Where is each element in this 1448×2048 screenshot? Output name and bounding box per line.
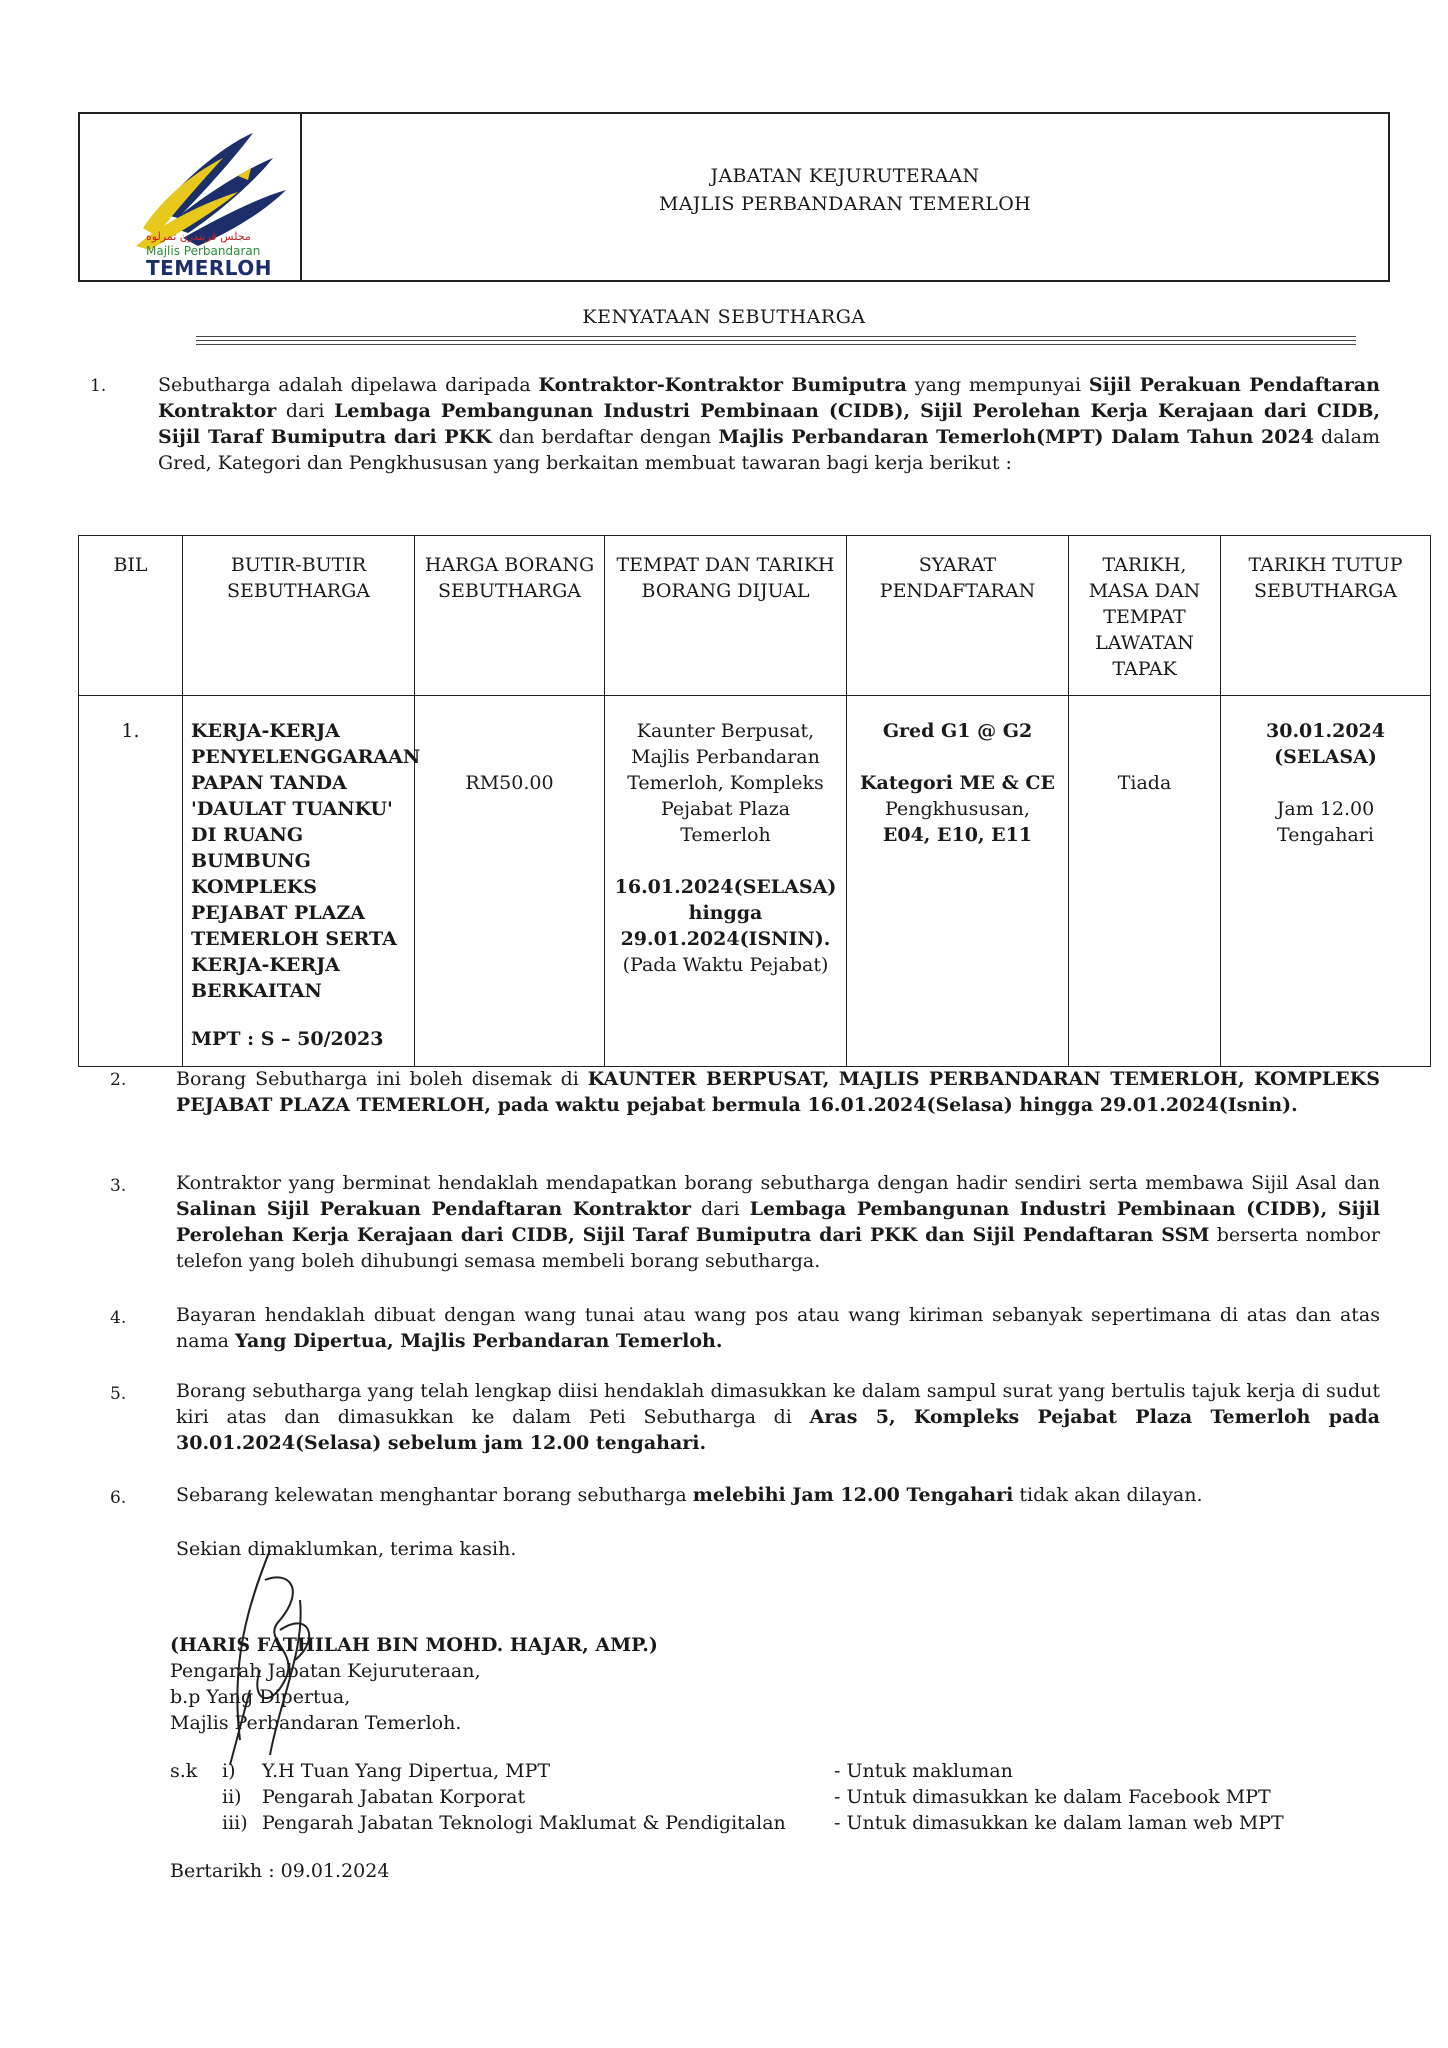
para-4-number: 4. xyxy=(110,1308,127,1328)
work-title: KERJA-KERJA PENYELENGGARAAN PAPAN TANDA 'DAULAT TUANKU' DI RUANG BUMBUNG KOMPLEKS PEJABAT PLAZA TEMERLOH SERTA KERJA-KERJA BERKAITAN xyxy=(191,720,421,1002)
para-3-number: 3. xyxy=(110,1176,127,1196)
para-1-bold-b: Sijil Perakuan Pendaftaran Kontraktor xyxy=(158,374,1380,422)
para-2-bold: KAUNTER BERPUSAT, MAJLIS PERBANDARAN TEMERLOH, KOMPLEKS PEJABAT PLAZA TEMERLOH, pada waktu pejabat bermula 16.01.2024(Selasa) hingga 29.01.2024(Isnin). xyxy=(176,1068,1381,1116)
closing-period: Tengahari xyxy=(1277,824,1374,846)
department-heading xyxy=(302,162,1388,218)
para-4-bold: Yang Dipertua, Majlis Perbandaran Temerloh. xyxy=(234,1330,723,1352)
para-5-number: 5. xyxy=(110,1384,127,1404)
letterhead-box xyxy=(78,112,1390,282)
council-logo xyxy=(88,118,293,278)
form-price: RM50.00 xyxy=(465,772,554,794)
site-visit: Tiada xyxy=(1117,772,1172,794)
signatory-title: Pengarah Jabatan Kejuruteraan, xyxy=(170,1660,481,1682)
specialisation-codes: E04, E10, E11 xyxy=(882,824,1033,846)
cell-butir xyxy=(183,696,421,1067)
category-requirement: Kategori ME & CE xyxy=(860,772,1055,794)
para-4 xyxy=(176,1302,1380,1354)
tender-table xyxy=(78,535,1431,1067)
header-tempat: TEMPAT DAN TARIKH BORANG DIJUAL xyxy=(605,536,847,696)
para-1-text-d: dan berdaftar dengan xyxy=(491,426,719,448)
title-rule-1 xyxy=(196,336,1356,337)
grade-requirement: Gred G1 @ G2 xyxy=(882,720,1033,742)
specialisation-label: Pengkhususan, xyxy=(885,798,1030,820)
para-3-bold-a: Salinan Sijil Perakuan Pendaftaran Kontraktor xyxy=(176,1198,692,1220)
para-2-text: Borang Sebutharga ini boleh disemak di xyxy=(176,1068,588,1090)
title-rule-3 xyxy=(196,344,1356,345)
header-tutup: TARIKH TUTUP SEBUTHARGA xyxy=(1221,536,1431,696)
para-1 xyxy=(158,372,1380,476)
para-3-text-b: dari xyxy=(691,1198,750,1220)
para-1-number: 1. xyxy=(90,376,107,396)
cc-item-1-recipient: Y.H Tuan Yang Dipertua, MPT xyxy=(262,1760,551,1782)
sale-date-hingga: hingga xyxy=(688,902,763,924)
para-1-bold-d: Majlis Perbandaran Temerloh(MPT) Dalam Tahun 2024 xyxy=(718,426,1314,448)
cc-notes xyxy=(834,1758,1284,1836)
para-5 xyxy=(176,1378,1380,1456)
cc-item-1 xyxy=(222,1758,786,1784)
cc-item-3 xyxy=(222,1810,786,1836)
cell-tutup xyxy=(1221,696,1431,1067)
cc-item-1-note: - Untuk makluman xyxy=(834,1760,1013,1782)
signatory-block xyxy=(170,1632,658,1736)
cc-item-3-number: iii) xyxy=(222,1812,248,1834)
signatory-council: Majlis Perbandaran Temerloh. xyxy=(170,1712,462,1734)
table-header-row xyxy=(79,536,1431,696)
para-3-bold-b: Lembaga Pembangunan Industri Pembinaan (CIDB), Sijil Perolehan Kerja Kerajaan dari CIDB, Sijil Taraf Bumiputra dari PKK dan Sijil Pendaftaran SSM xyxy=(176,1198,1380,1246)
cc-item-2-number: ii) xyxy=(222,1786,242,1808)
header-harga: HARGA BORANG SEBUTHARGA xyxy=(415,536,605,696)
cell-harga xyxy=(415,696,605,1067)
closing-date: 30.01.2024 xyxy=(1266,720,1385,742)
sale-date-from: 16.01.2024(SELASA) xyxy=(614,876,837,898)
cell-bil: 1. xyxy=(79,696,183,1067)
cc-item-1-number: i) xyxy=(222,1760,236,1782)
closing-time: Jam 12.00 xyxy=(1276,798,1375,820)
para-5-text: Borang sebutharga yang telah lengkap diisi hendaklah dimasukkan ke dalam sampul surat yang bertulis tajuk kerja di sudut kiri atas dan dimasukkan ke dalam Peti Sebutharga di xyxy=(176,1380,1380,1428)
cc-item-2 xyxy=(222,1784,786,1810)
para-3 xyxy=(176,1170,1380,1274)
para-2-number: 2. xyxy=(110,1070,127,1090)
logo-text-line1: Majlis Perbandaran xyxy=(146,244,261,258)
cell-syarat xyxy=(847,696,1069,1067)
para-6-number: 6. xyxy=(110,1488,127,1508)
para-4-text: Bayaran hendaklah dibuat dengan wang tunai atau wang pos atau wang kiriman sebanyak sepertimana di atas dan atas nama xyxy=(176,1304,1380,1352)
closing-remark: Sekian dimaklumkan, terima kasih. xyxy=(176,1538,517,1560)
para-3-text-c: berserta nombor telefon yang boleh dihubungi semasa membeli borang sebutharga. xyxy=(176,1224,1380,1272)
para-6-bold: melebihi Jam 12.00 Tengahari xyxy=(692,1484,1014,1506)
document-date: Bertarikh : 09.01.2024 xyxy=(170,1860,390,1882)
logo-jawi-text: مجلس ڤربندرن تمرلوه xyxy=(146,230,251,243)
para-5-bold: Aras 5, Kompleks Pejabat Plaza Temerloh pada 30.01.2024(Selasa) sebelum jam 12.00 tengahari. xyxy=(176,1406,1380,1454)
work-reference: MPT : S – 50/2023 xyxy=(191,1028,384,1050)
signatory-on-behalf: b.p Yang Dipertua, xyxy=(170,1686,351,1708)
para-1-text-b: yang mempunyai xyxy=(906,374,1089,396)
council-name: MAJLIS PERBANDARAN TEMERLOH xyxy=(659,193,1031,215)
table-row xyxy=(79,696,1431,1067)
para-1-bold-c: Lembaga Pembangunan Industri Pembinaan (CIDB), Sijil Perolehan Kerja Kerajaan dari CIDB, Sijil Taraf Bumiputra dari PKK xyxy=(158,400,1380,448)
cell-lawatan xyxy=(1069,696,1221,1067)
cc-label: s.k xyxy=(170,1760,198,1782)
header-syarat: SYARAT PENDAFTARAN xyxy=(847,536,1069,696)
para-3-text-a: Kontraktor yang berminat hendaklah mendapatkan borang sebutharga dengan hadir sendiri serta membawa Sijil Asal dan xyxy=(176,1172,1380,1194)
cc-item-2-note: - Untuk dimasukkan ke dalam Facebook MPT xyxy=(834,1786,1271,1808)
para-2 xyxy=(176,1066,1380,1118)
department-name: JABATAN KEJURUTERAAN xyxy=(710,165,980,187)
document-title: KENYATAAN SEBUTHARGA xyxy=(582,306,866,328)
header-lawatan: TARIKH, MASA DAN TEMPAT LAWATAN TAPAK xyxy=(1069,536,1221,696)
para-1-text-c: dari xyxy=(276,400,335,422)
para-6-text-a: Sebarang kelewatan menghantar borang sebutharga xyxy=(176,1484,693,1506)
cell-tempat xyxy=(605,696,847,1067)
logo-text-line2: TEMERLOH xyxy=(146,256,273,280)
signatory-name: (HARIS FATHILAH BIN MOHD. HAJAR, AMP.) xyxy=(170,1634,658,1656)
para-1-text-e: dalam Gred, Kategori dan Pengkhususan yang berkaitan membuat tawaran bagi kerja berikut : xyxy=(158,426,1380,474)
cc-item-3-recipient: Pengarah Jabatan Teknologi Maklumat & Pendigitalan xyxy=(262,1812,786,1834)
header-bil: BIL xyxy=(79,536,183,696)
sale-venue: Kaunter Berpusat, Majlis Perbandaran Temerloh, Kompleks Pejabat Plaza Temerloh xyxy=(627,720,824,846)
para-1-bold-a: Kontraktor-Kontraktor Bumiputra xyxy=(538,374,907,396)
para-1-text-a: Sebutharga adalah dipelawa daripada xyxy=(158,374,539,396)
title-rule-2 xyxy=(196,340,1356,341)
cc-list xyxy=(222,1758,786,1836)
para-6-text-b: tidak akan dilayan. xyxy=(1013,1484,1203,1506)
sale-date-to: 29.01.2024(ISNIN). xyxy=(620,928,831,950)
sale-hours: (Pada Waktu Pejabat) xyxy=(622,954,829,976)
closing-day: (SELASA) xyxy=(1274,746,1377,768)
para-6 xyxy=(176,1482,1380,1508)
header-butir: BUTIR-BUTIR SEBUTHARGA xyxy=(183,536,415,696)
cc-item-2-recipient: Pengarah Jabatan Korporat xyxy=(262,1786,526,1808)
cc-item-3-note: - Untuk dimasukkan ke dalam laman web MPT xyxy=(834,1812,1284,1834)
